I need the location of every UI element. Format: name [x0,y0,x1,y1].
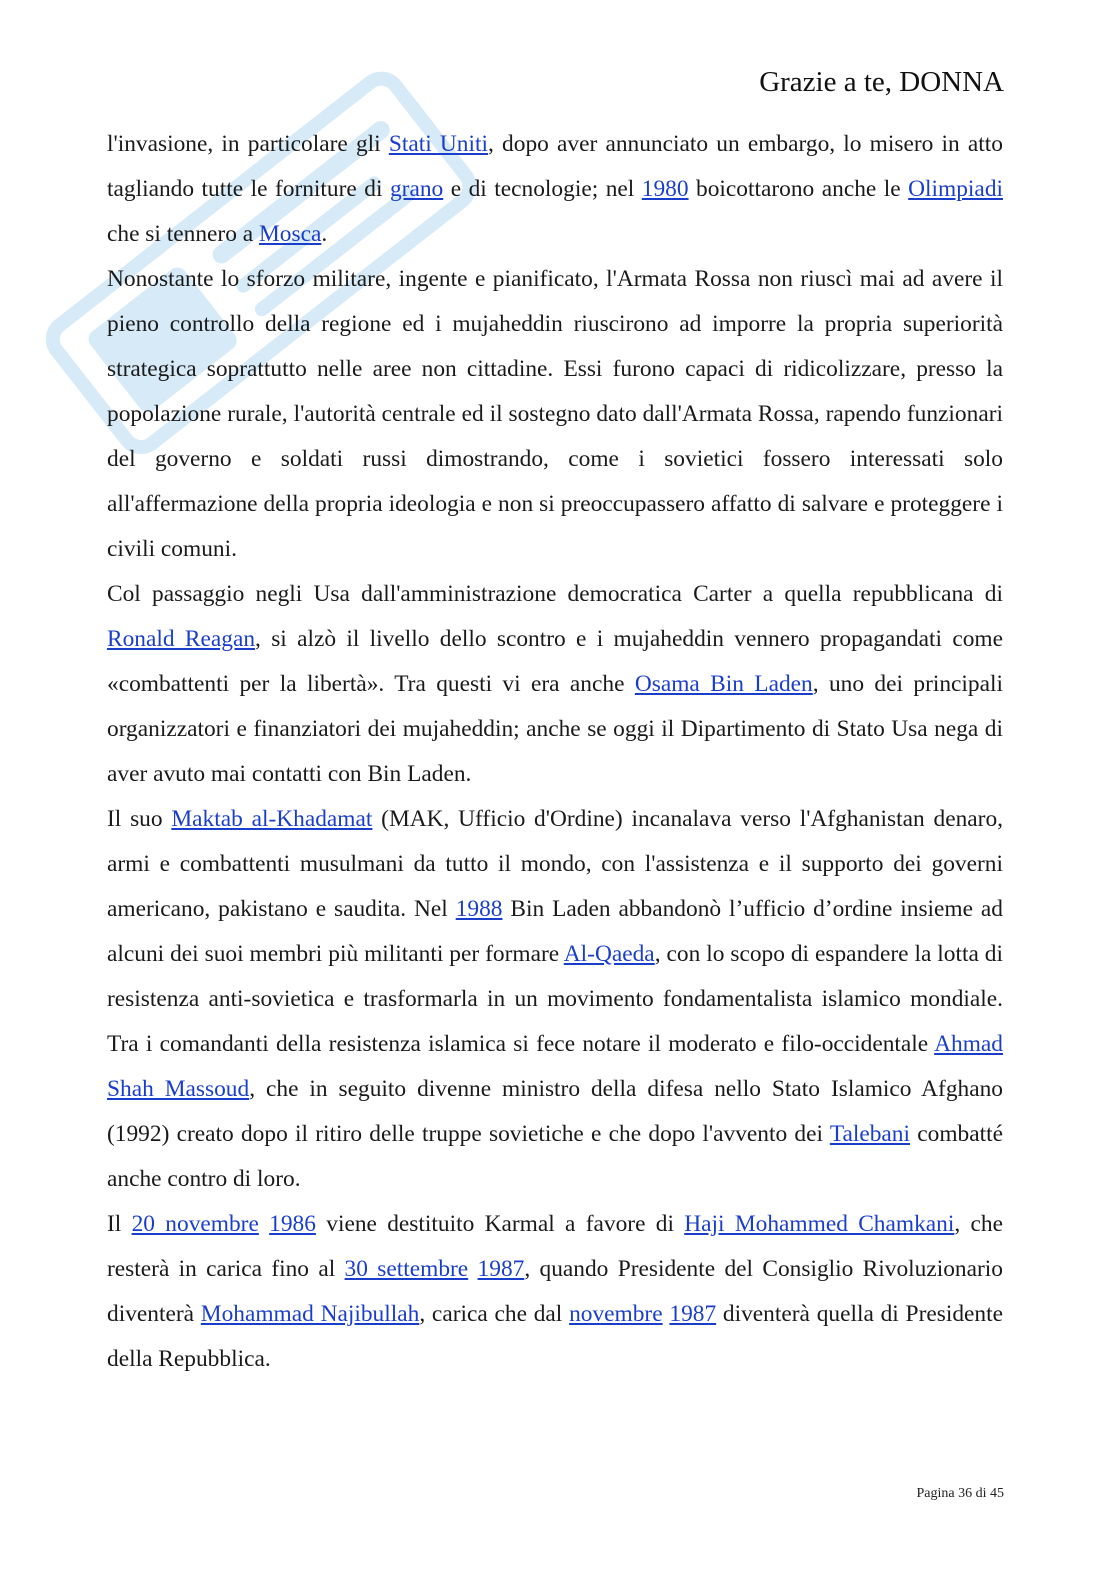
text-run [468,1256,477,1282]
text-run [259,1211,269,1237]
page-header: Grazie a te, DONNA [759,66,1004,98]
hyperlink[interactable]: Ronald Reagan [107,626,256,652]
text-run: Il [107,1211,132,1237]
hyperlink[interactable]: Maktab al-Khadamat [171,806,373,832]
hyperlink[interactable]: 1988 [455,896,503,922]
hyperlink[interactable]: Mosca [258,221,322,247]
text-run: , che resterà in carica fino al [107,1211,1003,1282]
text-run: , uno dei principali organizzatori e finanziatori dei mujaheddin; anche se oggi il Dipartimento di Stato Usa nega di aver avuto mai contatti con Bin Laden. [107,671,1004,787]
text-run: Bin Laden abbandonò l’ufficio d’ordine insieme ad alcuni dei suoi membri più militanti per formare [107,896,1003,967]
hyperlink[interactable]: Olimpiadi [908,176,1004,202]
hyperlink[interactable]: 1980 [641,176,689,202]
text-run: (MAK, Ufficio d'Ordine) incanalava verso l'Afghanistan denaro, armi e combattenti musulmani da tutto il mondo, con l'assistenza e il supporto dei governi americano, pakistano e saudita. Nel [107,806,1004,922]
text-run: , carica che dal [419,1301,570,1327]
text-run: combatté anche contro di loro. [107,1121,1003,1192]
page-number: Pagina 36 di 45 [916,1486,1004,1501]
hyperlink[interactable]: Mohammad Najibullah [200,1301,420,1327]
hyperlink[interactable]: 30 settembre [344,1256,469,1282]
hyperlink[interactable]: 1987 [669,1301,717,1327]
hyperlink[interactable]: Talebani [829,1121,911,1147]
text-run: , che in seguito divenne ministro della difesa nello Stato Islamico Afghano (1992) creato dopo il ritiro delle truppe sovietiche e che dopo l'avvento dei [107,1076,1003,1147]
hyperlink[interactable]: novembre [569,1301,663,1327]
document-body [107,122,1003,1382]
hyperlink[interactable]: 1987 [477,1256,525,1282]
text-run: , dopo aver annunciato un embargo, lo misero in atto tagliando tutte le forniture di [107,131,1003,202]
text-run: . [321,221,328,247]
text-run: l'invasione, in particolare gli [107,131,389,157]
hyperlink[interactable]: Al-Qaeda [563,941,655,967]
hyperlink[interactable]: grano [389,176,444,202]
paragraph [107,122,1003,257]
text-run: , si alzò il livello dello scontro e i mujaheddin vennero propagandati come «combattenti per la libertà». Tra questi vi era anche [107,626,1003,697]
hyperlink[interactable]: Haji Mohammed Chamkani [684,1211,955,1237]
text-run: Nonostante lo sforzo militare, ingente e pianificato, l'Armata Rossa non riuscì mai ad avere il pieno controllo della regione ed i mujaheddin riuscirono ad imporre la propria superiorità strategica soprattutto nelle aree non cittadine. Essi furono capaci di ridicolizzare, presso la popolazione rurale, l'autorità centrale ed il sostegno dato dall'Armata Rossa, rapendo funzionari del governo e soldati russi dimostrando, come i sovietici fossero interessati solo all'affermazione della propria ideologia e non si preoccupassero affatto di salvare e proteggere i civili comuni. [107,266,1003,562]
text-run: , con lo scopo di espandere la lotta di resistenza anti-sovietica e trasformarla in un movimento fondamentalista islamico mondiale. Tra i comandanti della resistenza islamica si fece notare il moderato e filo-occidentale [107,941,1003,1057]
text-run: che si tennero a [107,221,259,247]
hyperlink[interactable]: Stati Uniti [388,131,489,157]
hyperlink[interactable]: 1986 [269,1211,316,1237]
text-run: e di tecnologie; nel [443,176,642,202]
hyperlink[interactable]: Osama Bin Laden [634,671,813,697]
text-run: Col passaggio negli Usa dall'amministrazione democratica Carter a quella repubblicana di [107,581,1003,607]
hyperlink[interactable]: Ahmad Shah Massoud [107,1031,1003,1102]
text-run: diventerà quella di Presidente della Repubblica. [107,1301,1003,1372]
paragraph [107,572,1003,797]
text-run: Il suo [107,806,172,832]
paragraph [107,797,1003,1202]
hyperlink[interactable]: 20 novembre [131,1211,259,1237]
paragraph [107,1202,1003,1382]
text-run: boicottarono anche le [688,176,909,202]
paragraph [107,257,1003,572]
text-run: , quando Presidente del Consiglio Rivoluzionario diventerà [107,1256,1003,1327]
text-run: viene destituito Karmal a favore di [315,1211,685,1237]
